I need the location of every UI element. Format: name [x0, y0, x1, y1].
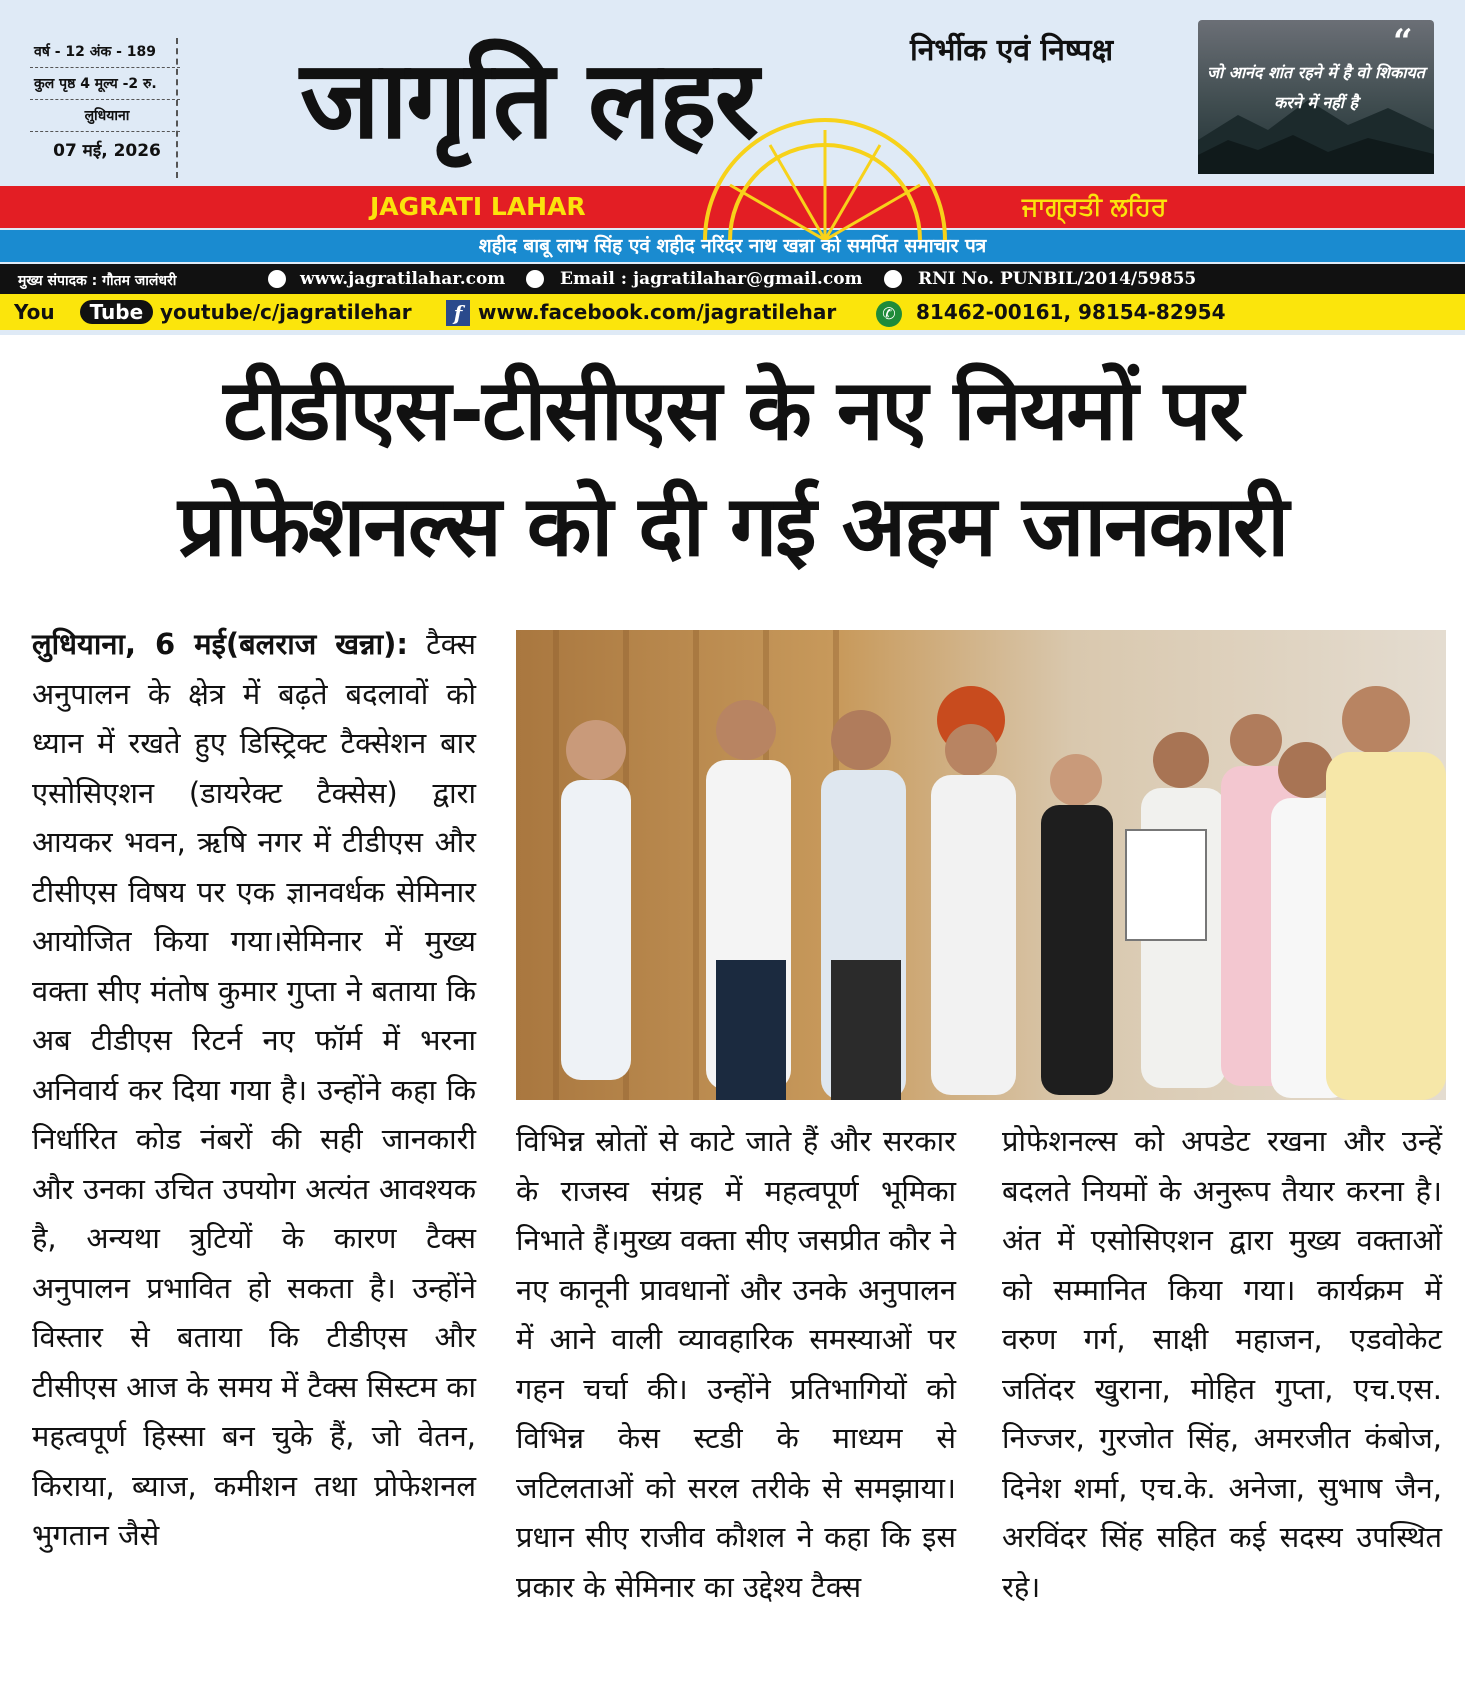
quote-mark-icon: “: [1393, 22, 1413, 62]
whatsapp-icon: ✆: [876, 300, 902, 327]
issue-number: वर्ष - 12 अंक - 189: [30, 36, 180, 68]
bullet-icon: [526, 269, 544, 289]
column-1-text: टैक्स अनुपालन के क्षेत्र में बढ़ते बदलावों को ध्यान में रखते हुए डिस्ट्रिक्ट टैक्सेशन बार एसोसिएशन (डायरेक्ट टैक्सेस) द्वारा आयकर भवन, ऋषि नगर में टीडीएस और टीसीएस विषय पर एक ज्ञानवर्धक सेमिनार आयोजित किया गया।सेमिनार में मुख्य वक्ता सीए मंतोष कुमार गुप्ता ने बताया कि अब टीडीएस रिटर्न नए फॉर्म में भरना अनिवार्य कर दिया गया है। उन्होंने कहा कि निर्धारित कोड नंबरों की सही जानकारी और उनका उचित उपयोग अत्यंत आवश्यक है, अन्यथा त्रुटियों के कारण टैक्स अनुपालन प्रभावित हो सकता है। उन्होंने विस्तार से बताया कि टीडीएस और टीसीएस आज के समय में टैक्स सिस्टम का महत्वपूर्ण हिस्सा बन चुके हैं, जो वेतन, किराया, ब्याज, कमीशन तथा प्रोफेशनल भुगतान जैसे: [32, 627, 476, 1552]
dedication-strip: शहीद बाबू लाभ सिंह एवं शहीद नरिंदर नाथ खन्ना को समर्पित समाचार पत्र: [0, 230, 1465, 262]
issue-info-box: [30, 36, 180, 167]
contact-strip: [0, 264, 1465, 294]
youtube-tube: Tube: [80, 300, 154, 324]
youtube-you: You: [14, 300, 55, 324]
facebook-icon: f: [446, 300, 470, 326]
brand-title-english: JAGRATI LAHAR: [370, 192, 586, 221]
bullet-icon: [268, 269, 286, 289]
brand-title-punjabi: ਜਾਗ੍ਰਤੀ ਲਹਿਰ: [1022, 192, 1167, 221]
bullet-icon: [884, 269, 902, 289]
article-column-2: विभिन्न स्रोतों से काटे जाते हैं और सरकार के राजस्व संग्रह में महत्वपूर्ण भूमिका निभाते हैं।मुख्य वक्ता सीए जसप्रीत कौर ने नए कानूनी प्रावधानों और उनके अनुपालन में आने वाली व्यावहारिक समस्याओं पर गहन चर्चा की। उन्होंने प्रतिभागियों को विभिन्न केस स्टडी के माध्यम से जटिलताओं को सरल तरीके से समझाया। प्रधान सीए राजीव कौशल ने कहा कि इस प्रकार के सेमिनार का उद्देश्य टैक्स: [516, 1124, 956, 1604]
article-dateline: लुधियाना, 6 मई(बलराज खन्ना):: [32, 627, 408, 661]
website-link[interactable]: www.jagratilahar.com: [300, 269, 506, 289]
issue-date: 07 मई, 2026: [53, 141, 161, 161]
pages-price: कुल पृष्ठ 4 मूल्य -2 रु.: [30, 68, 180, 100]
facebook-link[interactable]: www.facebook.com/jagratilehar: [478, 300, 837, 324]
youtube-icon: [14, 300, 153, 324]
phone-numbers: 81462-00161, 98154-82954: [916, 300, 1226, 324]
group-photo-icon: [516, 630, 1446, 1100]
article-headline: [20, 352, 1445, 584]
email-link[interactable]: Email : jagratilahar@gmail.com: [560, 269, 863, 289]
article-column-1: [32, 620, 476, 1561]
tagline: निर्भीक एवं निष्पक्ष: [910, 33, 1114, 68]
headline-line-1: टीडीएस-टीसीएस के नए नियमों पर: [223, 361, 1242, 459]
info-divider: [176, 38, 178, 178]
article-photo: [516, 630, 1446, 1100]
article-column-3: प्रोफेशनल्स को अपडेट रखना और उन्हें बदलते नियमों के अनुरूप तैयार करना है।अंत में एसोसिएशन द्वारा मुख्य वक्ताओं को सम्मानित किया गया। कार्यक्रम में वरुण गर्ग, साक्षी महाजन, एडवोकेट जतिंदर खुराना, मोहित गुप्ता, एच.एस. निज्जर, गुरजोत सिंह, अमरजीत कंबोज, दिनेश शर्मा, एच.के. अनेजा, सुभाष जैन, अरविंदर सिंह सहित कई सदस्य उपस्थित रहे।: [1002, 1124, 1442, 1604]
chief-editor: मुख्य संपादक : गौतम जालंधरी: [18, 273, 177, 289]
brand-title-hindi: जागृति लहर: [300, 37, 757, 163]
headline-line-2: प्रोफेशनल्स को दी गई अहम जानकारी: [177, 477, 1288, 575]
youtube-link[interactable]: youtube/c/jagratilehar: [160, 300, 412, 324]
social-strip: [0, 294, 1465, 330]
edition-city: लुधियाना: [30, 100, 180, 132]
quote-text: जो आनंद शांत रहने में है वो शिकायत करने में नहीं है: [1207, 63, 1425, 112]
rni-number: RNI No. PUNBIL/2014/59855: [918, 269, 1197, 289]
